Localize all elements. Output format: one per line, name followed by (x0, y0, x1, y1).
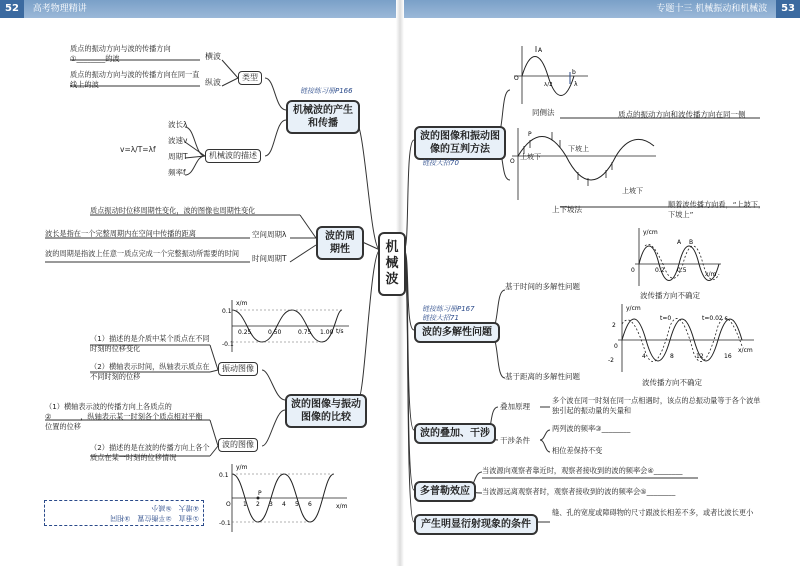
up-down-label: 上下坡法 (552, 205, 582, 214)
node-superposition-interference: 波的叠加、干涉 (414, 423, 496, 444)
multi-time-label: 基于时间的多解性问题 (505, 282, 580, 291)
interference-condition-1: 两列波的频率③________ (552, 424, 631, 433)
period-label: 周期T (168, 152, 188, 161)
wave-tick-2: 2 (256, 501, 260, 508)
g1-half-lambda: λ/2 (544, 82, 553, 88)
vibration-graph-box: 振动图像 (218, 362, 258, 376)
key-4: ④增大 (178, 504, 199, 512)
g1-a: A (538, 47, 543, 54)
vib-item-2: （2）横轴表示时间，纵轴表示质点在不同时刻的位移 (90, 362, 210, 381)
time-period-description: 波的周期是指波上任意一质点完成一个完整振动所需要的时间 (45, 249, 240, 258)
g3-tick-1: 0.2 (655, 267, 665, 274)
up-down-description: 顺着波传播方向看，“上坡下，下坡上” (668, 200, 766, 219)
wave-tick-3: 3 (269, 501, 273, 508)
wave-graph (219, 460, 352, 535)
wave-graph-box: 波的图像 (218, 438, 258, 452)
key-3: ③相同 (110, 514, 131, 522)
node-graph-comparison: 波的图像与振动图像的比较 (285, 394, 367, 428)
same-side-graph (510, 44, 590, 106)
multi-space-label: 基于距离的多解性问题 (505, 372, 580, 381)
wave-item-1: （1）横轴表示波的传播方向上各质点的②________，纵轴表示某一时刻各个质点相对平衡位置的位移 (45, 402, 203, 431)
g4-tick-2: 8 (670, 353, 674, 360)
longitudinal-description: 质点的振动方向与波的传播方向在同一直线上的波 (70, 70, 200, 89)
wave-tick-1: 1 (243, 501, 247, 508)
g4-y2: -2 (608, 357, 614, 364)
space-period-description: 波长是指在一个完整周期内在空间中传播的距离 (45, 229, 196, 238)
g4-y1: 2 (612, 322, 616, 329)
link-big71[interactable]: 链接大招71 (422, 314, 459, 322)
wave-description-box: 机械波的描述 (205, 149, 261, 163)
label-uphill-down-2: 上坡下 (622, 187, 643, 195)
wave-xlabel: x/m (336, 503, 348, 510)
space-period-label: 空间周期λ (252, 230, 287, 239)
link-big70[interactable]: 链接大招70 (422, 159, 459, 167)
vib-tick-2: 0.50 (268, 329, 282, 336)
g1-lambda: λ (574, 81, 578, 88)
same-side-label: 同侧法 (532, 108, 555, 117)
wave-speed-formula: v=λ/T=λf (120, 145, 156, 154)
vib-y2: -0.1 (222, 341, 234, 348)
node-multiple-solutions: 波的多解性问题 (414, 322, 500, 343)
g3-tick-2: 0.5 (677, 267, 687, 274)
vibration-graph (224, 296, 354, 354)
periodic-description: 质点振动时位移周期性变化，波的图像也周期性变化 (90, 206, 256, 215)
wave-y2: -0.1 (219, 520, 231, 527)
vib-tick-4: 1.00 (320, 329, 334, 336)
key-1: ①垂直 (178, 514, 199, 522)
uncertain-direction-2: 波传播方向不确定 (642, 378, 702, 387)
g1-b: b (572, 69, 576, 76)
wave-y1: 0.1 (219, 472, 229, 479)
g4-ylabel: y/cm (626, 305, 641, 312)
g1-origin: O (514, 75, 519, 82)
vib-y1: 0.1 (222, 308, 232, 315)
vib-tick-1: 0.25 (238, 329, 252, 336)
wave-item-2: （2）描述的是在波的传播方向上各个质点在某一时刻的位移情况 (90, 443, 210, 462)
transverse-label: 横波 (205, 52, 221, 61)
node-diffraction-condition: 产生明显衍射现象的条件 (414, 514, 538, 535)
node-wave-periodicity: 波的周期性 (316, 226, 364, 260)
interference-condition-2: 相位差保持不变 (552, 446, 603, 455)
node-wave-generation: 机械波的产生和传播 (286, 100, 360, 134)
wave-tick-5: 5 (295, 501, 299, 508)
g4-origin: 0 (614, 343, 618, 350)
g2-origin: O (510, 158, 515, 165)
g4-xlabel: x/cm (738, 347, 753, 354)
link-workbook-p166[interactable]: 链接练习册P166 (300, 87, 353, 95)
g4-t0: t=0 (660, 315, 672, 322)
wavelength-label: 波长λ (168, 120, 188, 129)
key-2: ②平衡位置 (137, 514, 172, 522)
left-page-number: 52 (0, 0, 24, 18)
answer-key (44, 500, 204, 526)
g3-xlabel: x/m (705, 271, 717, 278)
wave-tick-6: 6 (308, 501, 312, 508)
g3-origin: 0 (631, 267, 635, 274)
superposition-description: 多个波在同一时刻在同一点相遇时，该点的总振动量等于各个波单独引起的振动量的矢量和 (552, 396, 761, 415)
wave-ylabel: y/m (236, 464, 248, 471)
g4-tick-4: 16 (724, 353, 732, 360)
node-doppler-effect: 多普勒效应 (414, 481, 476, 502)
wave-tick-4: 4 (282, 501, 286, 508)
doppler-approaching: 当波源向观察者靠近时，观察者接收到的波的频率会④________ (482, 466, 683, 475)
vib-ylabel: x/m (236, 300, 248, 307)
node-graph-judge-method: 波的图像和振动图像的互判方法 (414, 126, 506, 160)
g3-b: B (689, 239, 694, 246)
wave-origin: O (226, 501, 231, 508)
right-page-title: 专题十三 机械振动和机械波 (656, 4, 768, 14)
g3-a: A (677, 239, 682, 246)
g4-tick-3: 12 (696, 353, 704, 360)
label-uphill-down: 上坡下 (520, 153, 541, 161)
g4-t1: t=0.02 s (702, 315, 728, 322)
time-period-label: 时间周期T (252, 254, 287, 263)
vib-xlabel: t/s (336, 328, 344, 335)
g2-point-p: P (528, 131, 532, 138)
doppler-receding: 当波源远离观察者时，观察者接收到的波的频率会⑤________ (482, 487, 676, 496)
longitudinal-label: 纵波 (205, 78, 221, 87)
center-node-mechanical-wave: 机械波 (378, 232, 406, 296)
multi-time-graph (625, 226, 725, 288)
right-page-number: 53 (776, 0, 800, 18)
diffraction-description: 缝、孔的宽度或障碍物的尺寸跟波长相差不多，或者比波长更小 (552, 508, 754, 517)
left-page-title: 高考物理精讲 (32, 4, 87, 14)
label-downhill-up: 下坡上 (568, 145, 589, 153)
key-5: ⑤减小 (151, 504, 172, 512)
g4-tick-1: 4 (642, 353, 646, 360)
link-workbook-p167[interactable]: 链接练习册P167 (422, 305, 475, 313)
vib-tick-3: 0.75 (298, 329, 312, 336)
interference-condition-label: 干涉条件 (500, 436, 530, 445)
wave-point-p: P (258, 490, 262, 497)
g3-ylabel: y/cm (643, 229, 658, 236)
type-box: 类型 (238, 71, 262, 85)
vib-item-1: （1）描述的是介质中某个质点在不同时刻的位移变化 (90, 334, 210, 353)
superposition-principle-label: 叠加原理 (500, 402, 530, 411)
same-side-description: 质点的振动方向和波传播方向在同一侧 (618, 110, 746, 119)
wave-speed-label: 波速v (168, 136, 188, 145)
multi-space-graph (598, 302, 758, 374)
frequency-label: 频率f (168, 168, 186, 177)
transverse-description: 质点的振动方向与波的传播方向①________的波 (70, 44, 171, 63)
uncertain-direction-1: 波传播方向不确定 (640, 291, 700, 300)
